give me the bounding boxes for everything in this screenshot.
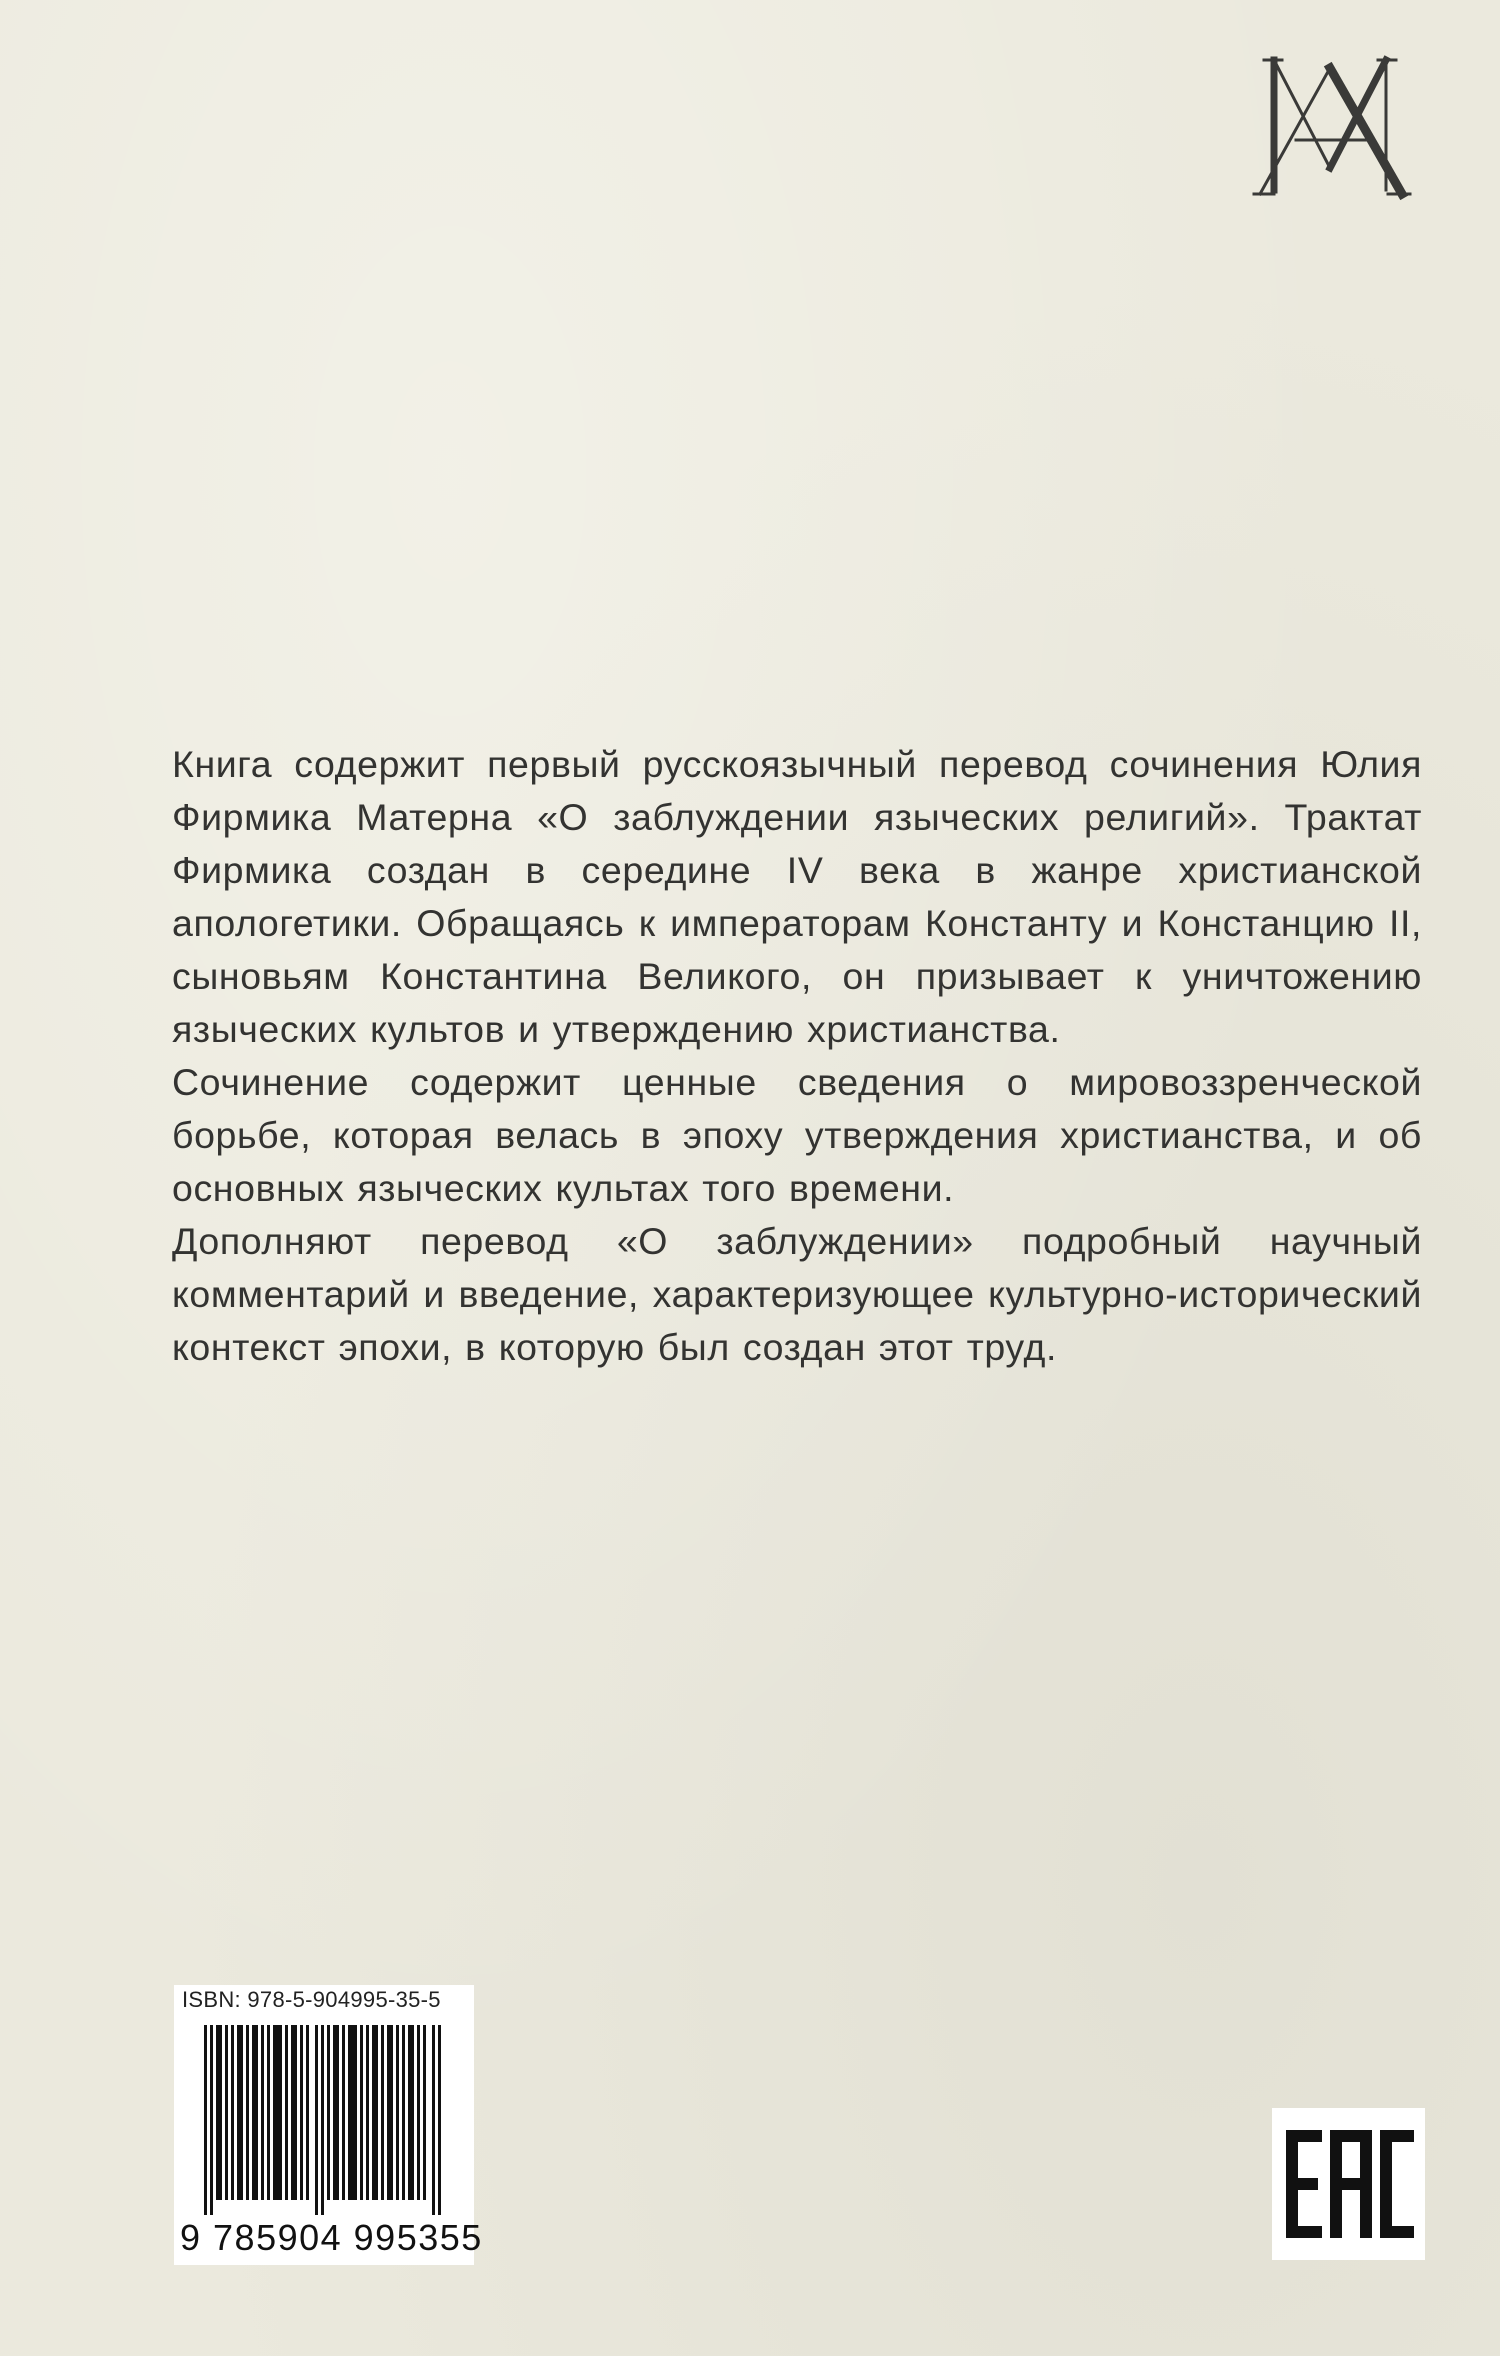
monogram-am-icon	[1252, 48, 1412, 208]
description-paragraph-3: Дополняют перевод «О заблуждении» подробный научный комментарий и введение, характеризующее культурно-исторический контекст эпохи, в которую был создан этот труд.	[172, 1220, 1422, 1368]
isbn-label: ISBN: 978-5-904995-35-5	[182, 1987, 441, 2012]
description-paragraph-1: Книга содержит первый русскоязычный перевод сочинения Юлия Фирмика Матерна «О заблуждении языческих религий». Трактат Фирмика создан в середине IV века в жанре христианской апологетики. Обращаясь к императорам Константу и Констанцию II, сыновьям Константина Великого, он призывает к уничтожению языческих культов и утверждению христианства.	[172, 743, 1422, 1050]
eac-icon	[1272, 2108, 1425, 2260]
eac-label	[1272, 2108, 1274, 2109]
barcode-digits: 9 785904 995355	[180, 2217, 483, 2258]
isbn-barcode	[174, 1985, 483, 2265]
book-description	[172, 738, 1422, 1374]
barcode-icon	[204, 2025, 444, 2215]
eac-mark	[1272, 2108, 1425, 2260]
publisher-logo-icon	[1252, 48, 1412, 208]
description-paragraph-2: Сочинение содержит ценные сведения о мировоззренческой борьбе, которая велась в эпоху утверждения христианства, и об основных языческих культах того времени.	[172, 1061, 1422, 1209]
logo-caption	[1405, 48, 1412, 49]
